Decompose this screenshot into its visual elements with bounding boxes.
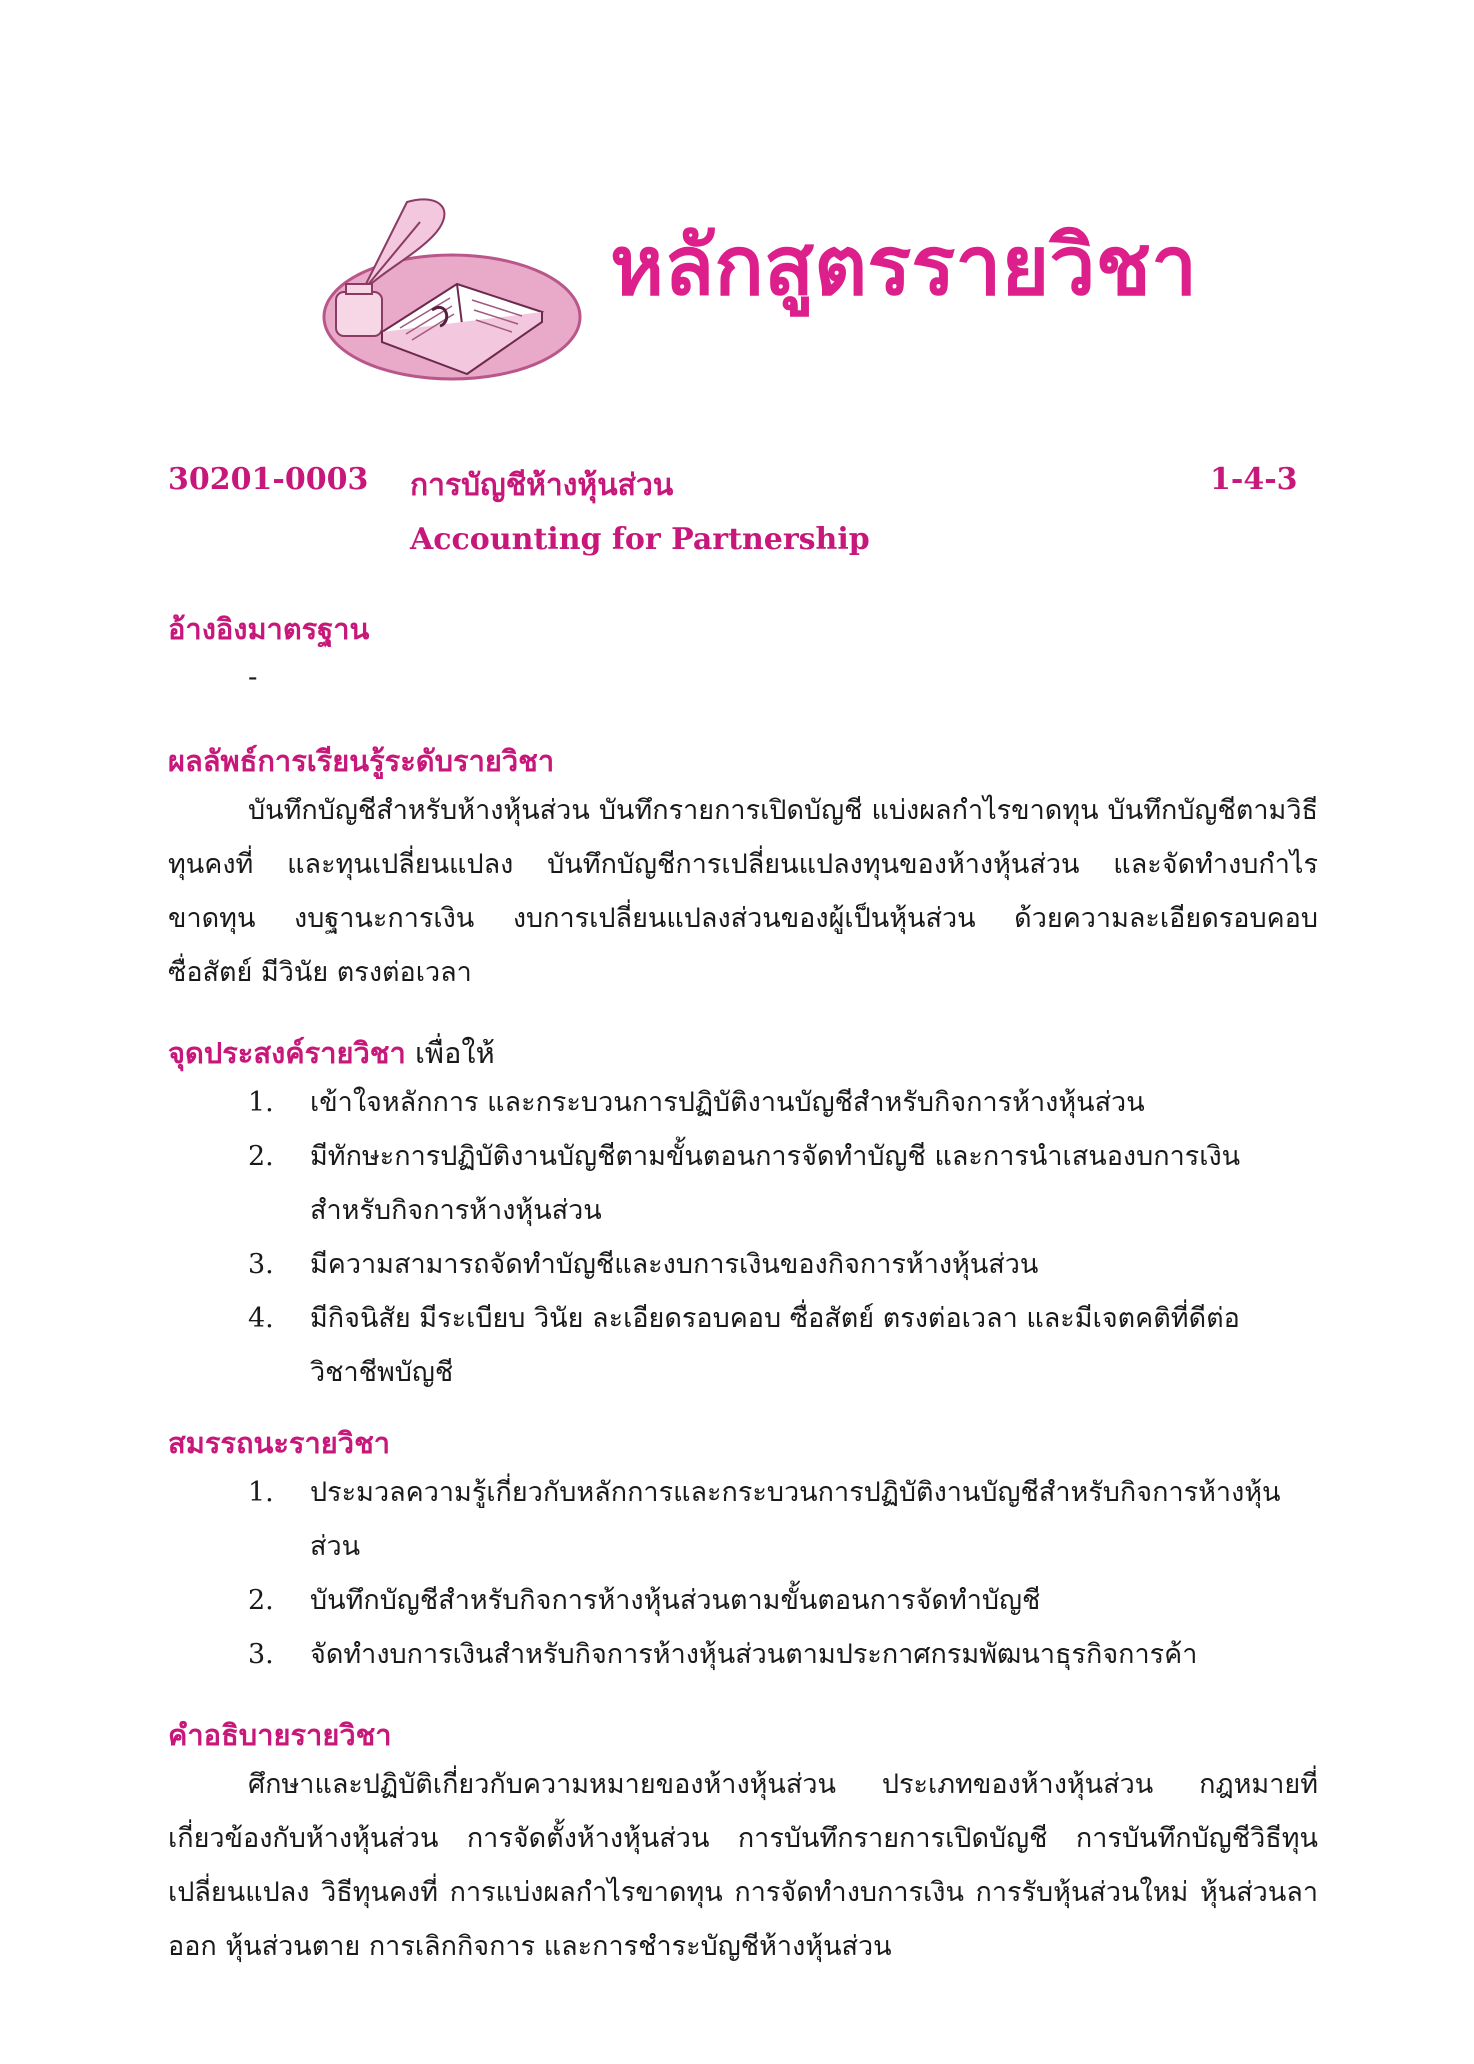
list-item: [248, 1238, 1318, 1292]
list-item-number: 2.: [248, 1585, 274, 1616]
list-item: [248, 1466, 1318, 1574]
list-item-number: 2.: [248, 1141, 274, 1172]
list-item-number: 1.: [248, 1477, 274, 1508]
quill-inkwell-book-icon: [282, 192, 582, 412]
list-item-number: 3.: [248, 1639, 274, 1670]
list-item-text: จัดทำงบการเงินสำหรับกิจการห้างหุ้นส่วนตามประกาศกรมพัฒนาธุรกิจการค้า: [310, 1639, 1198, 1670]
list-item: [248, 1574, 1318, 1628]
list-item-number: 3.: [248, 1249, 274, 1280]
page-title: หลักสูตรรายวิชา: [610, 219, 1198, 314]
objectives-list: [248, 1076, 1318, 1400]
competencies-list: [248, 1466, 1318, 1682]
course-header: [0, 462, 1474, 510]
description-heading: คำอธิบายรายวิชา: [168, 1718, 392, 1752]
objectives-heading-label: จุดประสงค์รายวิชา: [168, 1036, 406, 1070]
list-item-text: มีทักษะการปฏิบัติงานบัญชีตามขั้นตอนการจัดทำบัญชี และการนำเสนองบการเงินสำหรับกิจการห้างหุ้นส่วน: [310, 1141, 1241, 1226]
list-item-number: 4.: [248, 1303, 274, 1334]
list-item: [248, 1130, 1318, 1238]
standards-value: -: [248, 660, 258, 693]
list-item-text: มีกิจนิสัย มีระเบียบ วินัย ละเอียดรอบคอบ ซื่อสัตย์ ตรงต่อเวลา และมีเจตคติที่ดีต่อวิชาชีพบัญชี: [310, 1303, 1240, 1388]
objectives-heading: [168, 1030, 495, 1076]
outcomes-heading: ผลลัพธ์การเรียนรู้ระดับรายวิชา: [168, 744, 555, 778]
list-item: [248, 1292, 1318, 1400]
list-item-text: มีความสามารถจัดทำบัญชีและงบการเงินของกิจการห้างหุ้นส่วน: [310, 1249, 1039, 1280]
list-item-text: บันทึกบัญชีสำหรับกิจการห้างหุ้นส่วนตามขั้นตอนการจัดทำบัญชี: [310, 1585, 1041, 1616]
course-name-th: การบัญชีห้างหุ้นส่วน: [410, 468, 674, 503]
list-item-text: เข้าใจหลักการ และกระบวนการปฏิบัติงานบัญชีสำหรับกิจการห้างหุ้นส่วน: [310, 1087, 1145, 1118]
competencies-heading: สมรรถนะรายวิชา: [168, 1426, 391, 1460]
description-text: ศึกษาและปฏิบัติเกี่ยวกับความหมายของห้างหุ้นส่วน ประเภทของห้างหุ้นส่วน กฎหมายที่เกี่ยวข้องกับห้างหุ้นส่วน การจัดตั้งห้างหุ้นส่วน การบันทึกรายการเปิดบัญชี การบันทึกบัญชีวิธีทุนเปลี่ยนแปลง วิธีทุนคงที่ การแบ่งผลกำไรขาดทุน การจัดทำงบการเงิน การรับหุ้นส่วนใหม่ หุ้นส่วนลาออก หุ้นส่วนตาย การเลิกกิจการ และการชำระบัญชีห้างหุ้นส่วน: [168, 1769, 1318, 1962]
list-item: [248, 1628, 1318, 1682]
course-code: 30201-0003: [168, 462, 369, 497]
list-item-text: ประมวลความรู้เกี่ยวกับหลักการและกระบวนการปฏิบัติงานบัญชีสำหรับกิจการห้างหุ้นส่วน: [310, 1477, 1281, 1562]
standards-heading: อ้างอิงมาตรฐาน: [168, 612, 370, 646]
outcomes-text: บันทึกบัญชีสำหรับห้างหุ้นส่วน บันทึกรายการเปิดบัญชี แบ่งผลกำไรขาดทุน บันทึกบัญชีตามวิธีทุนคงที่ และทุนเปลี่ยนแปลง บันทึกบัญชีการเปลี่ยนแปลงทุนของห้างหุ้นส่วน และจัดทำงบกำไรขาดทุน งบฐานะการเงิน งบการเปลี่ยนแปลงส่วนของผู้เป็นหุ้นส่วน ด้วยความละเอียดรอบคอบ ซื่อสัตย์ มีวินัย ตรงต่อเวลา: [168, 795, 1318, 988]
objectives-heading-suffix: เพื่อให้: [405, 1036, 495, 1070]
list-item: [248, 1076, 1318, 1130]
list-item-number: 1.: [248, 1087, 274, 1118]
course-name-en: Accounting for Partnership: [410, 522, 870, 557]
course-credit: 1-4-3: [1210, 462, 1298, 497]
